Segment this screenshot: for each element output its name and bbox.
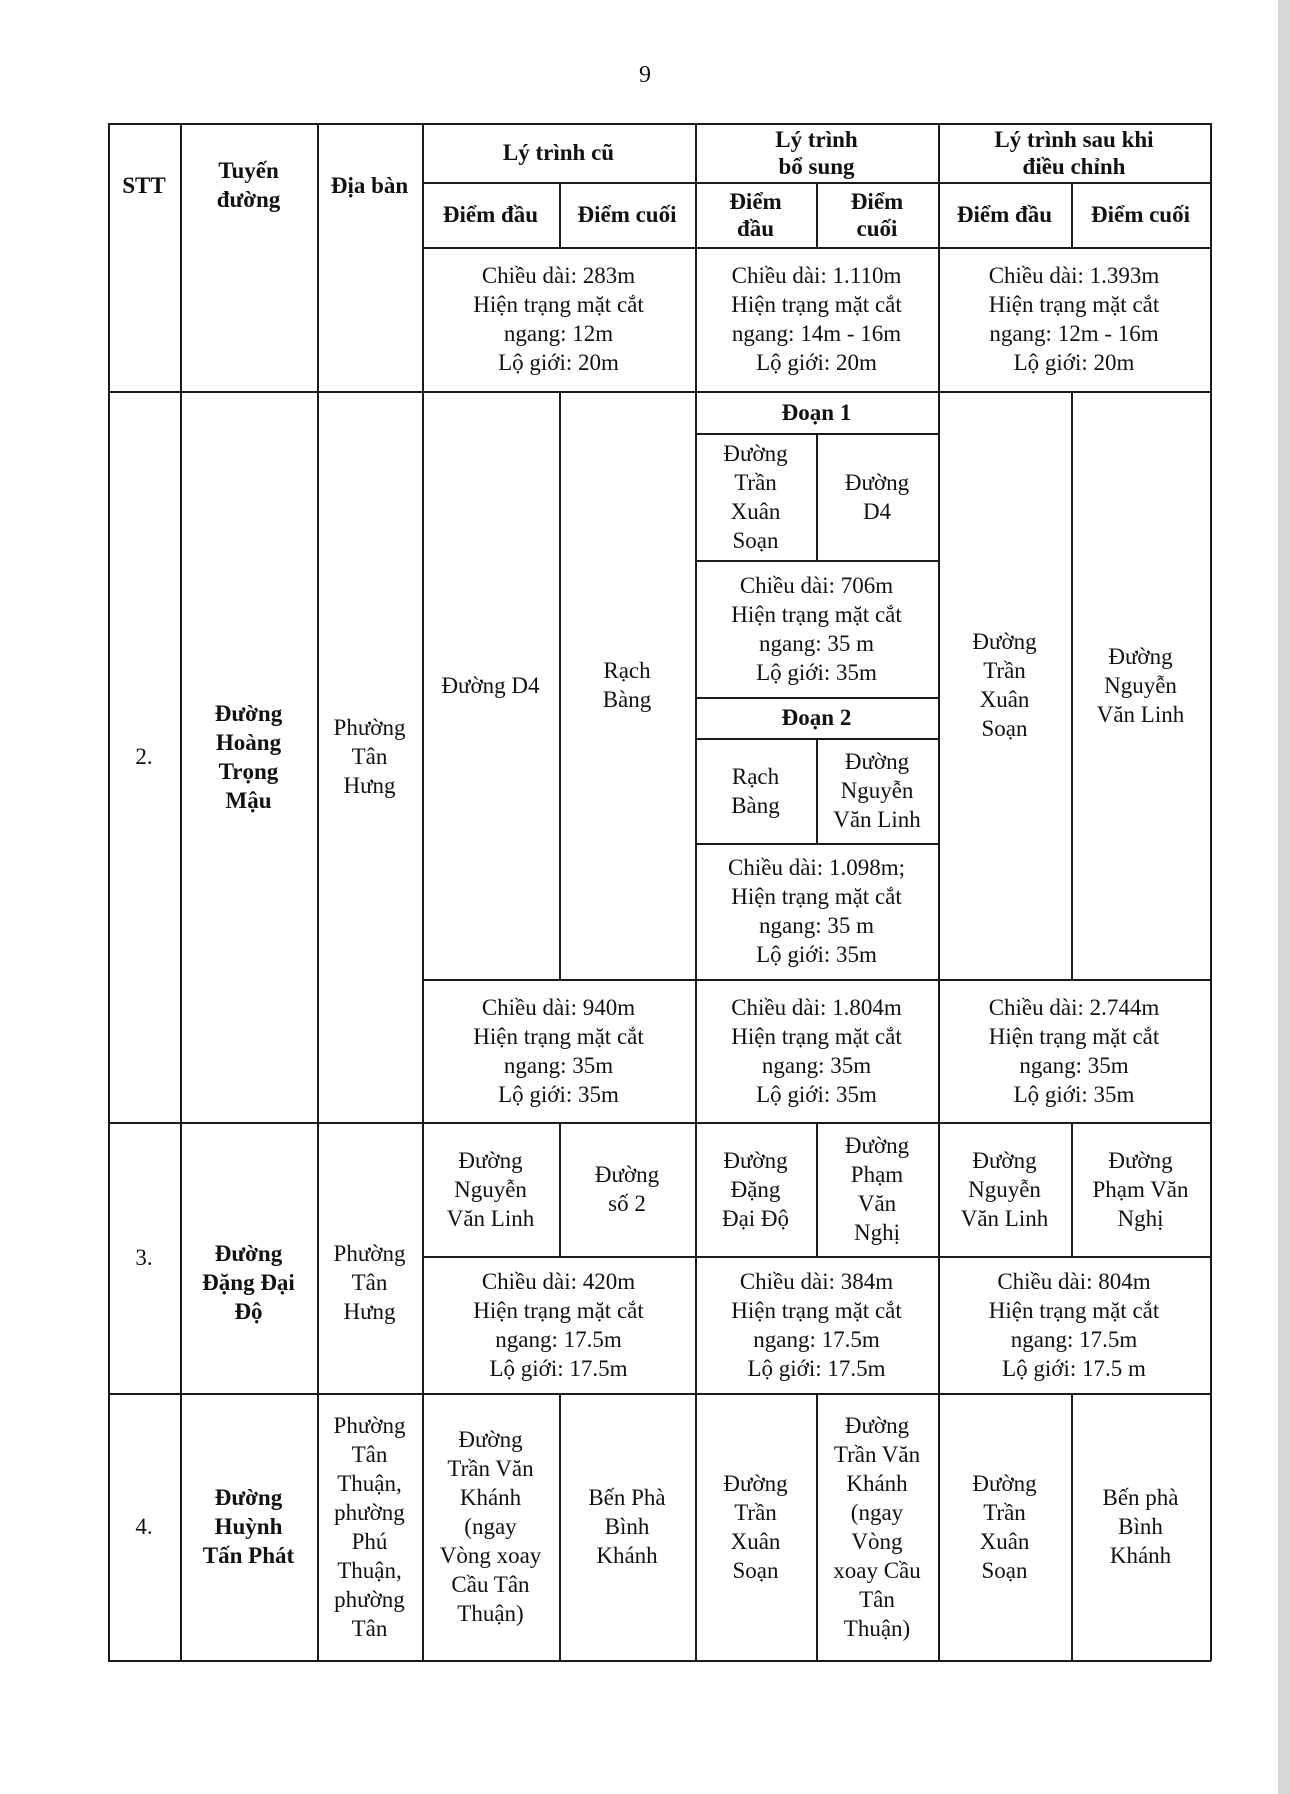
row2-doan2-info: Chiều dài: 1.098m; Hiện trạng mặt cắt ngang: 35 m Lộ giới: 35m	[728, 855, 905, 967]
row3-tuyen-duong: Đường Đặng Đại Độ	[202, 1241, 295, 1324]
header-diem-dau: Điểm đầu	[442, 202, 539, 227]
row3-dia-ban: Phường Tân Hưng	[333, 1241, 406, 1324]
row3-sau-diem-dau: Đường Nguyễn Văn Linh	[960, 1147, 1049, 1231]
row3-summary-cu: Chiều dài: 420m Hiện trạng mặt cắt ngang: 17.5m Lộ giới: 17.5m	[473, 1268, 644, 1381]
row2-dia-ban: Phường Tân Hưng	[333, 715, 406, 798]
row2-doan1-diem-dau: Đường Trần Xuân Soạn	[723, 440, 788, 553]
row3-stt: 3.	[135, 1245, 153, 1270]
header-ly-trinh-cu: Lý trình cũ	[502, 140, 615, 165]
row4-cu-diem-dau: Đường Trần Văn Khánh (ngay Vòng xoay Cầu Tân Thuận)	[439, 1427, 542, 1626]
row4-bs-diem-cuoi: Đường Trần Văn Khánh (ngay Vòng xoay Cầu Tân Thuận)	[833, 1412, 921, 1641]
row2-sau-diem-dau: Đường Trần Xuân Soạn	[972, 629, 1037, 741]
row3-sau-diem-cuoi: Đường Phạm Văn Nghị	[1092, 1147, 1189, 1231]
header-diem-dau-bo-sung: Điểm đầu	[729, 188, 782, 241]
row4-sau-diem-dau: Đường Trần Xuân Soạn	[972, 1470, 1037, 1583]
rule	[108, 1660, 1211, 1662]
row2-summary-sau: Chiều dài: 2.744m Hiện trạng mặt cắt ngang: 35m Lộ giới: 35m	[988, 994, 1160, 1107]
row2-summary-bo-sung: Chiều dài: 1.804m Hiện trạng mặt cắt ngang: 35m Lộ giới: 35m	[731, 994, 902, 1107]
summary-ly-trinh-cu: Chiều dài: 283m Hiện trạng mặt cắt ngang: 12m Lộ giới: 20m	[473, 263, 644, 375]
header-ly-trinh-sau: Lý trình sau khi điều chỉnh	[994, 126, 1154, 179]
header-dia-ban: Địa bàn	[330, 172, 409, 198]
row4-tuyen-duong: Đường Huỳnh Tấn Phát	[202, 1485, 295, 1568]
row4-stt: 4.	[135, 1514, 153, 1539]
row2-summary-cu: Chiều dài: 940m Hiện trạng mặt cắt ngang: 35m Lộ giới: 35m	[473, 994, 644, 1107]
header-tuyen-duong: Tuyến đường	[216, 158, 281, 212]
row2-sau-diem-cuoi: Đường Nguyễn Văn Linh	[1096, 643, 1185, 727]
header-ly-trinh-bo-sung: Lý trình bổ sung	[775, 126, 858, 179]
row2-doan1-label: Đoạn 1	[781, 399, 852, 425]
row2-doan2-label: Đoạn 2	[781, 705, 852, 730]
header-stt: STT	[122, 172, 166, 198]
page-edge	[1278, 0, 1290, 1794]
row3-summary-sau: Chiều dài: 804m Hiện trạng mặt cắt ngang: 17.5m Lộ giới: 17.5 m	[988, 1268, 1160, 1381]
page-number: 9	[639, 62, 651, 88]
row2-stt: 2.	[135, 744, 153, 769]
row2-doan2-diem-dau: Rạch Bàng	[731, 763, 780, 818]
row4-bs-diem-dau: Đường Trần Xuân Soạn	[723, 1470, 788, 1583]
header-diem-cuoi-bo-sung: Điểm cuối	[850, 188, 904, 241]
header-diem-cuoi-sau: Điểm cuối	[1090, 202, 1190, 227]
row3-cu-diem-dau: Đường Nguyễn Văn Linh	[446, 1147, 535, 1231]
row2-cu-diem-dau: Đường D4	[441, 672, 540, 698]
row4-sau-diem-cuoi: Bến phà Bình Khánh	[1102, 1485, 1179, 1568]
row2-doan2-diem-cuoi: Đường Nguyễn Văn Linh	[833, 749, 921, 832]
row2-cu-diem-cuoi: Rạch Bàng	[602, 658, 652, 712]
row2-doan1-diem-cuoi: Đường D4	[844, 469, 910, 524]
row4-dia-ban: Phường Tân Thuận, phường Phú Thuận, phường Tân	[333, 1412, 406, 1641]
summary-ly-trinh-sau: Chiều dài: 1.393m Hiện trạng mặt cắt ngang: 12m - 16m Lộ giới: 20m	[988, 263, 1160, 375]
row2-doan1-info: Chiều dài: 706m Hiện trạng mặt cắt ngang: 35 m Lộ giới: 35m	[731, 572, 902, 685]
summary-ly-trinh-bo-sung: Chiều dài: 1.110m Hiện trạng mặt cắt ngang: 14m - 16m Lộ giới: 20m	[731, 263, 902, 375]
row3-cu-diem-cuoi: Đường số 2	[594, 1162, 660, 1216]
header-diem-cuoi: Điểm cuối	[577, 202, 677, 227]
row3-bs-diem-dau: Đường Đặng Đại Độ	[721, 1147, 790, 1231]
header-diem-dau-sau: Điểm đầu	[956, 202, 1053, 227]
rule	[1210, 123, 1212, 1661]
row3-bs-diem-cuoi: Đường Phạm Văn Nghị	[844, 1133, 910, 1245]
row3-summary-bo-sung: Chiều dài: 384m Hiện trạng mặt cắt ngang: 17.5m Lộ giới: 17.5m	[731, 1268, 902, 1381]
row2-tuyen-duong: Đường Hoàng Trọng Mậu	[214, 700, 283, 813]
row4-cu-diem-cuoi: Bến Phà Bình Khánh	[588, 1485, 666, 1568]
